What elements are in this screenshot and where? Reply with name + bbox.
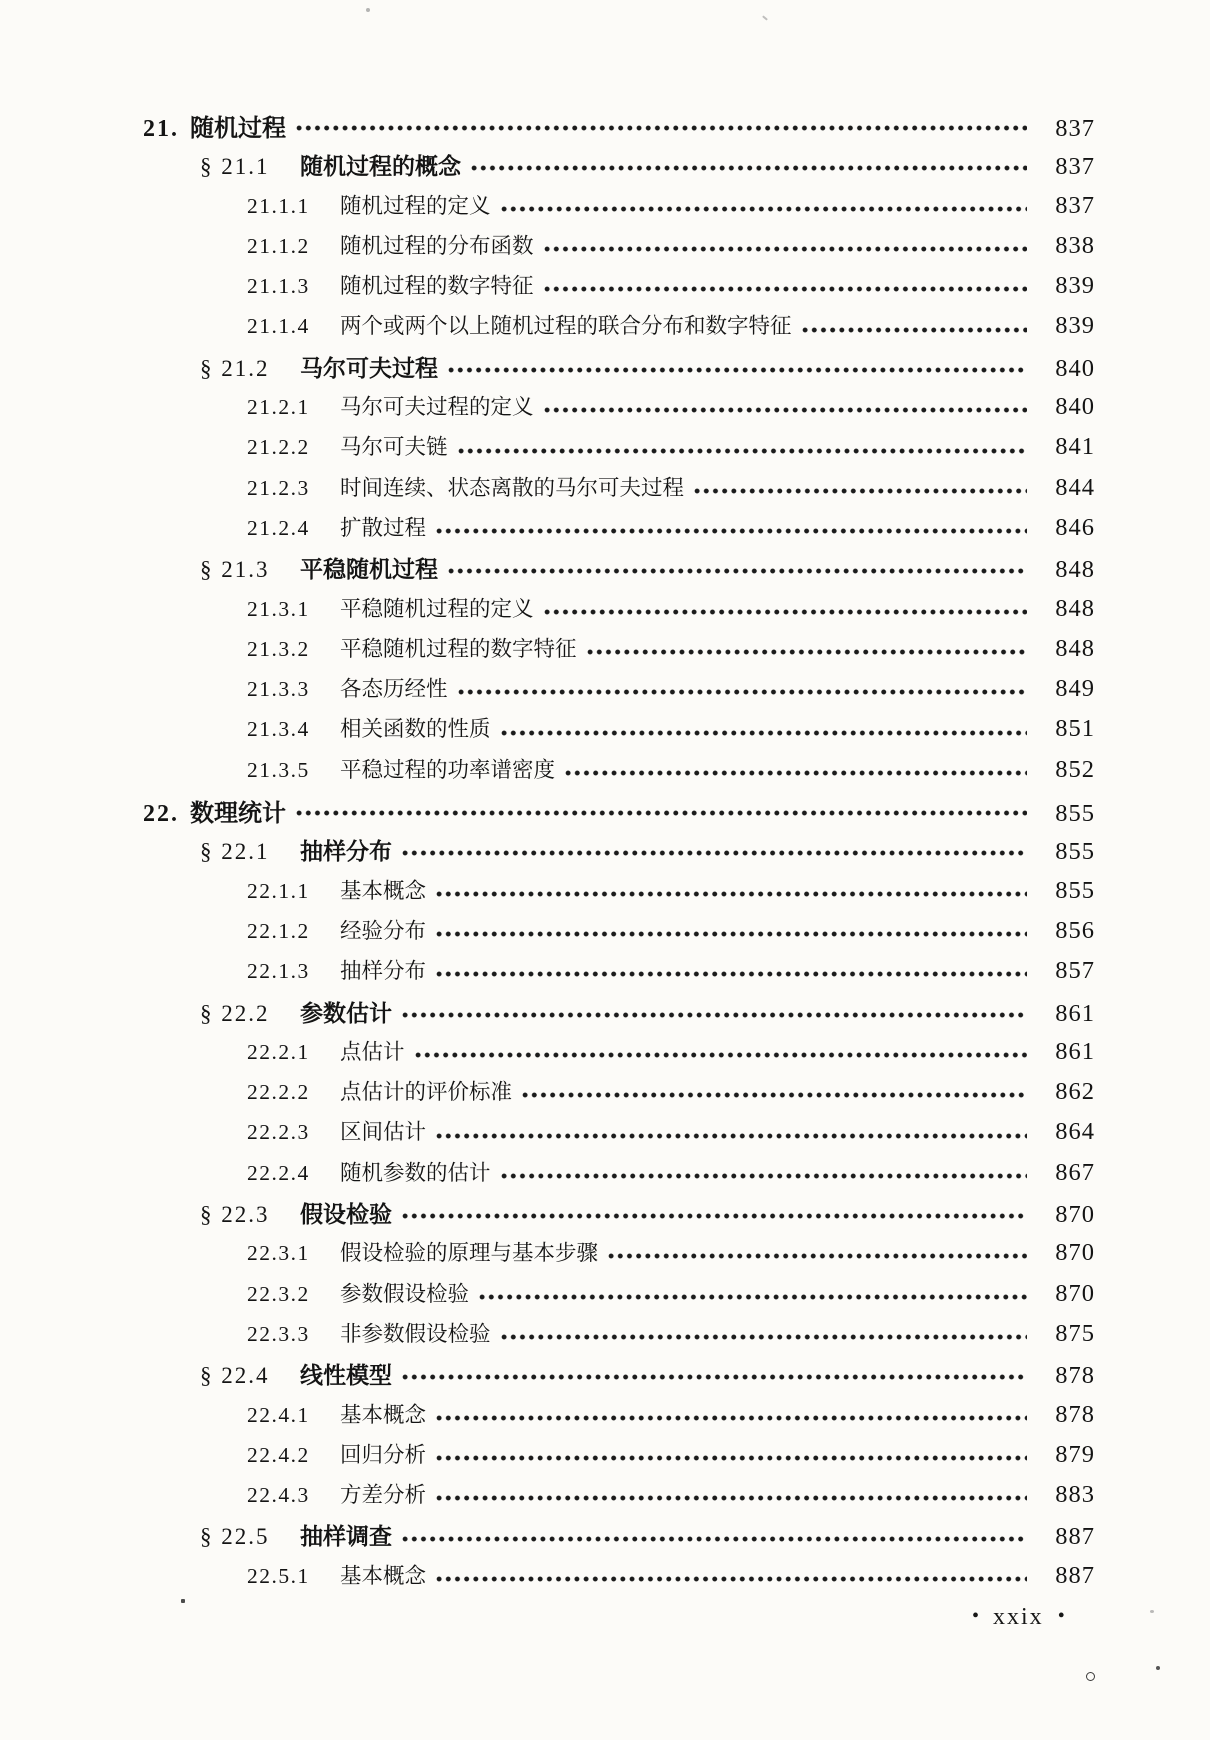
toc-row — [143, 793, 1095, 833]
toc-entry-page: 838 — [1055, 231, 1095, 259]
dot-leader — [436, 1414, 1027, 1422]
toc-row — [247, 511, 1095, 551]
toc-entry-number: 22.4.3 — [247, 1483, 310, 1508]
dot-leader — [402, 849, 1027, 857]
toc-entry-page: 837 — [1055, 115, 1095, 142]
dot-leader — [501, 205, 1027, 213]
toc-row — [247, 712, 1095, 752]
toc-entry-number: § 22.2 — [200, 1000, 270, 1026]
toc-entry-number: 22.1.2 — [247, 918, 310, 943]
toc-row — [200, 995, 1095, 1035]
toc-entry-page: 844 — [1055, 473, 1095, 501]
toc-entry-page: 846 — [1055, 513, 1095, 541]
toc-row — [247, 390, 1095, 430]
page-footer — [972, 1604, 1065, 1631]
toc-entry-number: 22.3.3 — [247, 1321, 310, 1346]
toc-row — [247, 1115, 1095, 1155]
toc-entry-number: 22. — [143, 801, 179, 828]
toc-entry-title: 平稳过程的功率谱密度 — [340, 757, 556, 782]
toc-entry-page: 867 — [1055, 1158, 1095, 1186]
toc-entry-number: 21.3.1 — [247, 596, 310, 621]
scan-speck — [181, 1599, 185, 1603]
dot-leader — [436, 1494, 1027, 1502]
toc-entry-title: 马尔可夫过程 — [300, 355, 438, 381]
toc-entry-number: 22.5.1 — [247, 1563, 310, 1588]
toc-entry-title: 基本概念 — [340, 1402, 427, 1427]
toc-row — [247, 672, 1095, 712]
footer-bullet-left: • — [972, 1605, 980, 1627]
toc-entry-title: 随机过程的定义 — [340, 193, 491, 218]
scan-speck — [1156, 1666, 1160, 1670]
toc-entry-title: 非参数假设检验 — [340, 1321, 491, 1346]
toc-entry-number: 22.2.3 — [247, 1120, 310, 1145]
toc-entry-title: 经验分布 — [340, 918, 427, 943]
dot-leader — [587, 648, 1027, 656]
toc-entry-number: 22.4.1 — [247, 1402, 310, 1427]
dot-leader — [544, 406, 1027, 414]
toc-entry-title: 平稳随机过程 — [300, 557, 438, 583]
toc-entry-page: 870 — [1055, 1279, 1095, 1307]
toc-entry-number: 21. — [143, 116, 179, 142]
toc-row — [200, 1357, 1095, 1397]
dot-leader — [436, 1132, 1027, 1140]
toc-entry-title: 随机参数的估计 — [340, 1160, 491, 1185]
toc-entry-title: 基本概念 — [340, 1563, 427, 1588]
dot-leader — [436, 1454, 1027, 1462]
toc-entry-title: 点估计 — [340, 1039, 405, 1064]
toc-entry-page: 856 — [1055, 916, 1095, 944]
toc-entry-title: 数理统计 — [190, 801, 286, 828]
dot-leader — [544, 245, 1027, 253]
toc-entry-title: 随机过程的分布函数 — [340, 233, 534, 258]
toc-entry-title: 随机过程的概念 — [300, 154, 461, 180]
dot-leader — [694, 487, 1027, 495]
toc-entry-number: 21.3.5 — [247, 757, 310, 782]
toc-entry-title: 各态历经性 — [340, 677, 448, 702]
scan-speck — [1086, 1672, 1095, 1681]
toc-entry-number: 21.3.2 — [247, 636, 310, 661]
toc-entry-number: 21.3.3 — [247, 677, 310, 702]
toc-row — [247, 189, 1095, 229]
toc-row — [247, 914, 1095, 954]
toc-entry-page: 870 — [1055, 1201, 1095, 1229]
toc-entry-title: 回归分析 — [340, 1442, 427, 1467]
toc-row — [143, 108, 1095, 148]
toc-entry-page: 841 — [1055, 433, 1095, 461]
toc-entry-page: 878 — [1055, 1362, 1095, 1390]
toc-row — [247, 1478, 1095, 1518]
toc-entry-page: 849 — [1055, 675, 1095, 703]
toc-row — [247, 1075, 1095, 1115]
toc-entry-page: 864 — [1055, 1118, 1095, 1146]
footer-bullet-right: • — [1057, 1605, 1065, 1627]
dot-leader — [802, 326, 1027, 334]
toc-entry-page: 855 — [1055, 838, 1095, 866]
toc-entry-page: 848 — [1055, 634, 1095, 662]
dot-leader — [402, 1212, 1027, 1220]
dot-leader — [296, 124, 1027, 132]
dot-leader — [436, 1575, 1027, 1583]
toc-entry-page: 887 — [1055, 1561, 1095, 1589]
dot-leader — [501, 1333, 1027, 1341]
toc-entry-number: 21.2.1 — [247, 395, 310, 420]
toc-entry-number: 21.2.2 — [247, 435, 310, 460]
toc-entry-number: § 22.5 — [200, 1524, 270, 1550]
scan-speck — [762, 15, 768, 20]
toc-entry-title: 相关函数的性质 — [340, 717, 491, 742]
toc-entry-page: 857 — [1055, 957, 1095, 985]
toc-row — [247, 1398, 1095, 1438]
toc-row — [247, 229, 1095, 269]
toc-entry-page: 837 — [1055, 191, 1095, 219]
toc-entry-number: 21.2.4 — [247, 515, 310, 540]
toc-row — [247, 269, 1095, 309]
toc-entry-number: 22.4.2 — [247, 1442, 310, 1467]
toc-row — [200, 551, 1095, 591]
scan-speck — [366, 8, 370, 12]
dot-leader — [296, 809, 1027, 817]
toc-entry-number: 21.2.3 — [247, 475, 310, 500]
toc-entry-title: 随机过程 — [190, 116, 286, 142]
toc-entry-title: 点估计的评价标准 — [340, 1080, 513, 1105]
toc-entry-number: § 22.1 — [200, 839, 270, 865]
dot-leader — [458, 688, 1027, 696]
toc-entry-number: 22.1.1 — [247, 878, 310, 903]
toc-entry-page: 848 — [1055, 594, 1095, 622]
toc-row — [247, 753, 1095, 793]
toc-entry-number: 22.3.1 — [247, 1241, 310, 1266]
toc-entry-title: 线性模型 — [300, 1363, 392, 1389]
toc-entry-title: 参数估计 — [300, 1000, 392, 1026]
toc-entry-page: 840 — [1055, 393, 1095, 421]
dot-leader — [608, 1252, 1027, 1260]
dot-leader — [436, 890, 1027, 898]
toc-entry-page: 875 — [1055, 1319, 1095, 1347]
toc-row — [200, 833, 1095, 873]
toc-row — [247, 874, 1095, 914]
toc-entry-number: 21.1.3 — [247, 274, 310, 299]
toc-entry-number: § 21.3 — [200, 557, 270, 583]
toc-entry-page: 883 — [1055, 1481, 1095, 1509]
toc-row — [200, 1518, 1095, 1558]
toc-entry-page: 870 — [1055, 1239, 1095, 1267]
toc-entry-page: 840 — [1055, 354, 1095, 382]
dot-leader — [522, 1091, 1027, 1099]
toc-entry-number: 22.3.2 — [247, 1281, 310, 1306]
toc-list — [0, 108, 1210, 1599]
dot-leader — [448, 366, 1027, 374]
toc-entry-page: 848 — [1055, 556, 1095, 584]
toc-entry-page: 855 — [1055, 800, 1095, 828]
toc-entry-title: 抽样调查 — [300, 1524, 392, 1550]
toc-row — [247, 1438, 1095, 1478]
toc-entry-page: 879 — [1055, 1440, 1095, 1468]
toc-entry-title: 区间估计 — [340, 1120, 427, 1145]
toc-entry-number: 22.2.2 — [247, 1080, 310, 1105]
toc-row — [247, 1559, 1095, 1599]
toc-entry-page: 861 — [1055, 1037, 1095, 1065]
toc-row — [247, 1156, 1095, 1196]
toc-entry-title: 平稳随机过程的数字特征 — [340, 636, 577, 661]
toc-row — [247, 1277, 1095, 1317]
toc-entry-title: 两个或两个以上随机过程的联合分布和数字特征 — [340, 314, 792, 339]
dot-leader — [448, 567, 1027, 575]
toc-entry-page: 839 — [1055, 272, 1095, 300]
toc-entry-number: § 22.4 — [200, 1363, 270, 1389]
toc-entry-page: 887 — [1055, 1523, 1095, 1551]
toc-entry-title: 假设检验 — [300, 1202, 392, 1228]
toc-entry-title: 平稳随机过程的定义 — [340, 596, 534, 621]
toc-row — [247, 632, 1095, 672]
toc-row — [200, 1196, 1095, 1236]
dot-leader — [544, 608, 1027, 616]
toc-entry-title: 方差分析 — [340, 1483, 427, 1508]
dot-leader — [402, 1011, 1027, 1019]
toc-row — [247, 1236, 1095, 1276]
toc-row — [247, 471, 1095, 511]
dot-leader — [458, 447, 1027, 455]
toc-entry-title: 马尔可夫链 — [340, 435, 448, 460]
toc-entry-number: 21.1.4 — [247, 314, 310, 339]
dot-leader — [565, 769, 1027, 777]
dot-leader — [436, 970, 1027, 978]
toc-entry-title: 马尔可夫过程的定义 — [340, 395, 534, 420]
toc-entry-page: 851 — [1055, 715, 1095, 743]
toc-entry-title: 抽样分布 — [300, 839, 392, 865]
scan-speck — [1150, 1610, 1154, 1613]
toc-entry-number: 22.2.1 — [247, 1039, 310, 1064]
dot-leader — [436, 930, 1027, 938]
dot-leader — [402, 1535, 1027, 1543]
toc-entry-page: 861 — [1055, 999, 1095, 1027]
dot-leader — [501, 729, 1027, 737]
toc-row — [200, 148, 1095, 188]
toc-row — [247, 954, 1095, 994]
toc-row — [247, 592, 1095, 632]
toc-row — [247, 309, 1095, 349]
toc-entry-number: 21.3.4 — [247, 717, 310, 742]
toc-entry-page: 855 — [1055, 876, 1095, 904]
dot-leader — [479, 1293, 1027, 1301]
toc-entry-title: 抽样分布 — [340, 959, 427, 984]
toc-entry-page: 862 — [1055, 1078, 1095, 1106]
toc-entry-number: 21.1.1 — [247, 193, 310, 218]
toc-entry-title: 假设检验的原理与基本步骤 — [340, 1241, 599, 1266]
toc-entry-title: 时间连续、状态离散的马尔可夫过程 — [340, 475, 685, 500]
toc-entry-title: 扩散过程 — [340, 515, 427, 540]
toc-entry-number: 22.1.3 — [247, 959, 310, 984]
toc-row — [200, 350, 1095, 390]
toc-entry-title: 参数假设检验 — [340, 1281, 470, 1306]
toc-entry-page: 839 — [1055, 312, 1095, 340]
toc-entry-number: § 21.2 — [200, 355, 270, 381]
toc-entry-number: § 21.1 — [200, 154, 270, 180]
toc-entry-title: 基本概念 — [340, 878, 427, 903]
dot-leader — [471, 164, 1027, 172]
toc-entry-page: 837 — [1055, 153, 1095, 181]
dot-leader — [415, 1051, 1027, 1059]
footer-page-number: xxix — [993, 1604, 1044, 1630]
dot-leader — [544, 285, 1027, 293]
toc-row — [247, 1317, 1095, 1357]
toc-entry-title: 随机过程的数字特征 — [340, 274, 534, 299]
dot-leader — [436, 527, 1027, 535]
toc-entry-page: 878 — [1055, 1400, 1095, 1428]
toc-entry-number: § 22.3 — [200, 1202, 270, 1228]
toc-entry-page: 852 — [1055, 755, 1095, 783]
dot-leader — [501, 1172, 1027, 1180]
toc-entry-number: 22.2.4 — [247, 1160, 310, 1185]
toc-row — [247, 1035, 1095, 1075]
toc-entry-number: 21.1.2 — [247, 233, 310, 258]
dot-leader — [402, 1373, 1027, 1381]
toc-row — [247, 430, 1095, 470]
